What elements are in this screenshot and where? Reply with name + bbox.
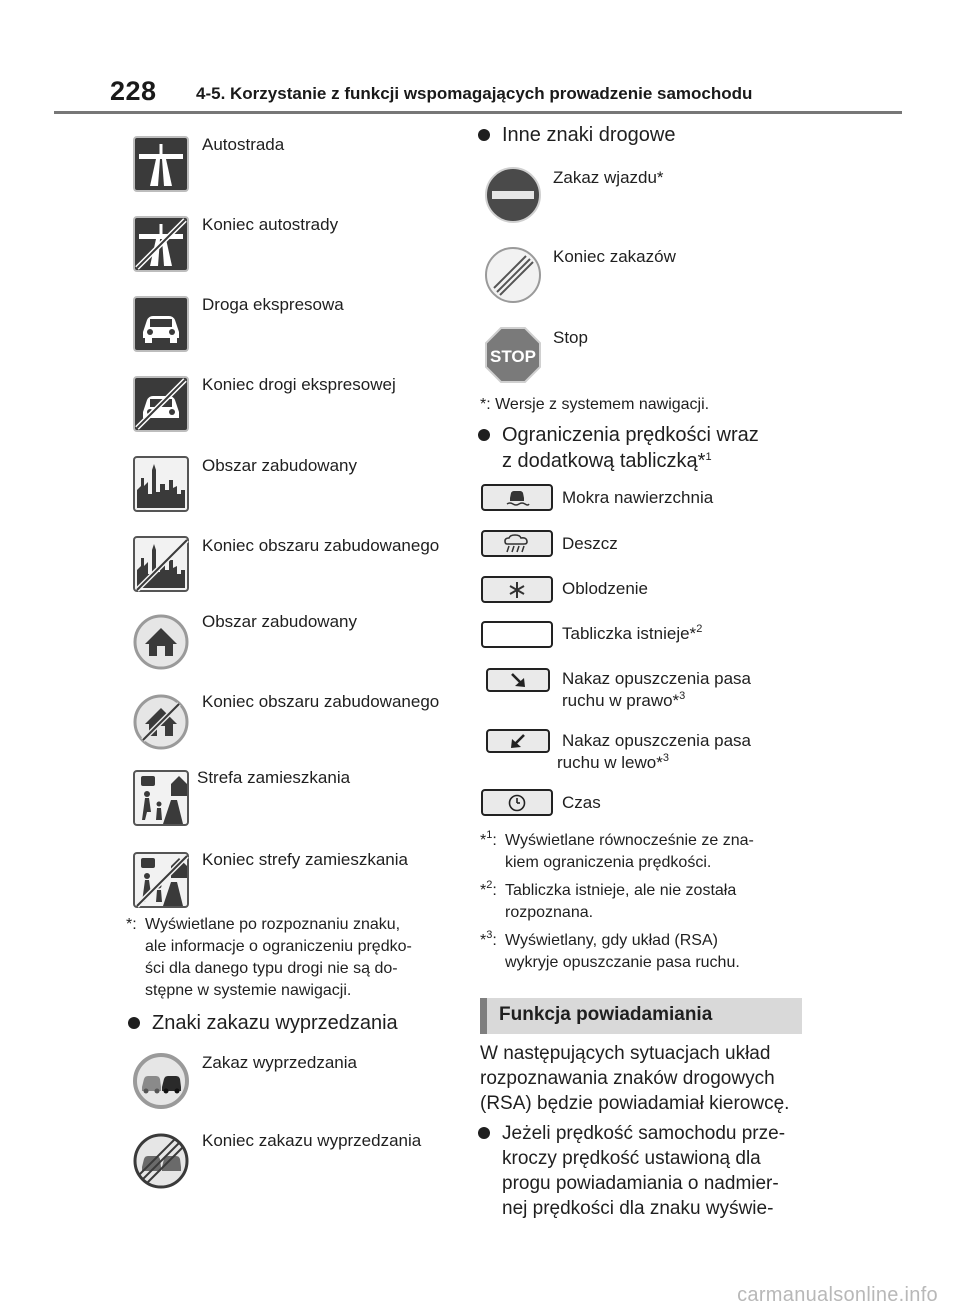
sign-label: Koniec drogi ekspresowej: [202, 375, 396, 394]
footnote-line: ale informacje o ograniczeniu prędko-: [145, 938, 412, 955]
plate-label: Oblodzenie: [562, 579, 649, 598]
plate-label-line: ruchu w prawo*: [562, 691, 680, 710]
sign-label: Autostrada: [202, 135, 285, 154]
plate-label: [562, 623, 702, 645]
svg-text:STOP: STOP: [490, 347, 536, 366]
end-of-built-up-area-icon: [133, 536, 189, 592]
page-header: [0, 0, 960, 118]
speed-limit-heading: [478, 422, 808, 474]
footnote-superscript: 2: [696, 623, 703, 635]
section-title: Funkcja powiadamiania: [499, 1004, 713, 1025]
plate-label: Mokra nawierzchnia: [562, 488, 714, 507]
plate-label-line: Nakaz opuszczenia pasa: [562, 731, 752, 750]
paragraph-line: (RSA) będzie powiadamiał kierowcę.: [480, 1093, 790, 1114]
footnote-superscript: 1: [705, 451, 712, 463]
bullet-icon: [128, 1017, 140, 1029]
sign-label: Koniec obszaru zabudowanego: [202, 536, 440, 555]
plate-label-text: Tabliczka istnieje*: [562, 624, 697, 643]
footnote-line: Wyświetlane równocześnie ze zna-: [505, 832, 754, 849]
sign-label: Koniec zakazów: [553, 247, 676, 266]
footnote-colon: :: [492, 832, 497, 849]
bullet-line: Jeżeli prędkość samochodu prze-: [502, 1123, 786, 1144]
footnote-mark: *:: [126, 916, 137, 933]
stop-sign-icon: [484, 326, 542, 384]
sign-label: Koniec autostrady: [202, 215, 339, 234]
footnote-line: rozpoznana.: [505, 904, 594, 921]
notification-paragraph: [480, 1041, 820, 1116]
plate-label: [562, 668, 751, 712]
footnote-mark: *: [480, 832, 487, 849]
speed-limit-heading-line: z dodatkową tabliczką*: [502, 450, 706, 472]
bullet-line: progu powiadamiania o nadmier-: [502, 1173, 779, 1194]
end-of-motorway-icon: [133, 216, 189, 272]
no-entry-icon: [484, 166, 542, 224]
no-overtaking-icon: [133, 1053, 189, 1109]
watermark: carmanualsonline.info: [737, 1284, 938, 1306]
bullet-icon: [478, 1127, 490, 1139]
rain-icon: [481, 530, 553, 557]
overtaking-heading-text: Znaki zakazu wyprzedzania: [152, 1012, 398, 1034]
plate-label: [557, 730, 751, 774]
plate-label: Czas: [562, 793, 601, 812]
header-divider: [54, 111, 902, 114]
bullet-icon: [478, 129, 490, 141]
motorway-icon: [133, 136, 189, 192]
footnote-line: Wyświetlane po rozpoznaniu znaku,: [145, 916, 401, 933]
arrow-down-left-icon: [486, 729, 550, 753]
built-up-area-icon: [133, 456, 189, 512]
footnote-line: wykryje opuszczanie pasa ruchu.: [505, 954, 740, 971]
footnote-colon: :: [492, 932, 497, 949]
paragraph-line: rozpoznawania znaków drogowych: [480, 1068, 775, 1089]
snowflake-icon: [481, 576, 553, 603]
bullet-line: kroczy prędkość ustawioną dla: [502, 1148, 761, 1169]
notification-bullet: [478, 1121, 818, 1221]
footnote-mark: *: [480, 882, 487, 899]
arrow-down-right-icon: [486, 668, 550, 692]
other-signs-heading-text: Inne znaki drogowe: [502, 124, 676, 146]
footnote-colon: :: [492, 882, 497, 899]
sign-label: Stop: [553, 328, 588, 347]
footnote-superscript: 3: [662, 752, 669, 764]
footnote-superscript: 1: [486, 829, 493, 841]
bullet-icon: [478, 429, 490, 441]
sign-label: Koniec zakazu wyprzedzania: [202, 1131, 422, 1150]
residential-zone-icon: [133, 770, 189, 826]
end-of-restrictions-icon: [484, 246, 542, 304]
sign-footnote: [126, 914, 466, 1002]
plate-label-line: ruchu w lewo*: [557, 753, 663, 772]
page-number: 228: [110, 76, 157, 106]
navigation-footnote: *: Wersje z systemem nawigacji.: [480, 396, 710, 413]
plate-label-line: Nakaz opuszczenia pasa: [562, 669, 752, 688]
paragraph-line: W następujących sytuacjach układ: [480, 1043, 771, 1064]
section-header: [480, 998, 802, 1034]
footnote-line: Wyświetlany, gdy układ (RSA): [505, 932, 718, 949]
sign-label: Obszar zabudowany: [202, 612, 357, 631]
footnote-2: [480, 880, 810, 924]
expressway-icon: [133, 296, 189, 352]
sign-label: Strefa zamieszkania: [197, 768, 351, 787]
sign-label: Zakaz wyprzedzania: [202, 1053, 357, 1072]
footnote-3: [480, 930, 810, 974]
footnote-superscript: 3: [486, 929, 493, 941]
end-of-no-overtaking-icon: [133, 1133, 189, 1189]
overtaking-heading: [128, 1010, 468, 1036]
bullet-line: nej prędkości dla znaku wyświe-: [502, 1198, 774, 1219]
other-signs-heading: [478, 122, 808, 148]
end-of-built-up-area-round-icon: [133, 694, 189, 750]
footnote-line: stępne w systemie nawigacji.: [145, 982, 352, 999]
plate-label: Deszcz: [562, 534, 618, 553]
end-of-expressway-icon: [133, 376, 189, 432]
sign-label: Obszar zabudowany: [202, 456, 357, 475]
footnote-line: ści dla danego typu drogi nie są do-: [145, 960, 398, 977]
sign-label: Droga ekspresowa: [202, 295, 344, 314]
clock-icon: [481, 789, 553, 816]
wet-road-icon: [481, 484, 553, 511]
footnote-1: [480, 830, 810, 874]
sign-label: Koniec obszaru zabudowanego: [202, 692, 440, 711]
built-up-area-round-icon: [133, 614, 189, 670]
footnote-line: kiem ograniczenia prędkości.: [505, 854, 712, 871]
blank-plate-icon: [481, 621, 553, 648]
sign-label: Zakaz wjazdu*: [553, 168, 664, 187]
footnote-superscript: 2: [486, 879, 493, 891]
footnote-mark: *: [480, 932, 487, 949]
chapter-title: 4-5. Korzystanie z funkcji wspomagających prowadzenie samochodu: [196, 84, 753, 103]
footnote-line: Tabliczka istnieje, ale nie została: [505, 882, 737, 899]
sign-label: Koniec strefy zamieszkania: [202, 850, 408, 869]
end-of-residential-zone-icon: [133, 852, 189, 908]
speed-limit-heading-line: Ograniczenia prędkości wraz: [502, 424, 759, 446]
footnote-superscript: 3: [679, 690, 686, 702]
